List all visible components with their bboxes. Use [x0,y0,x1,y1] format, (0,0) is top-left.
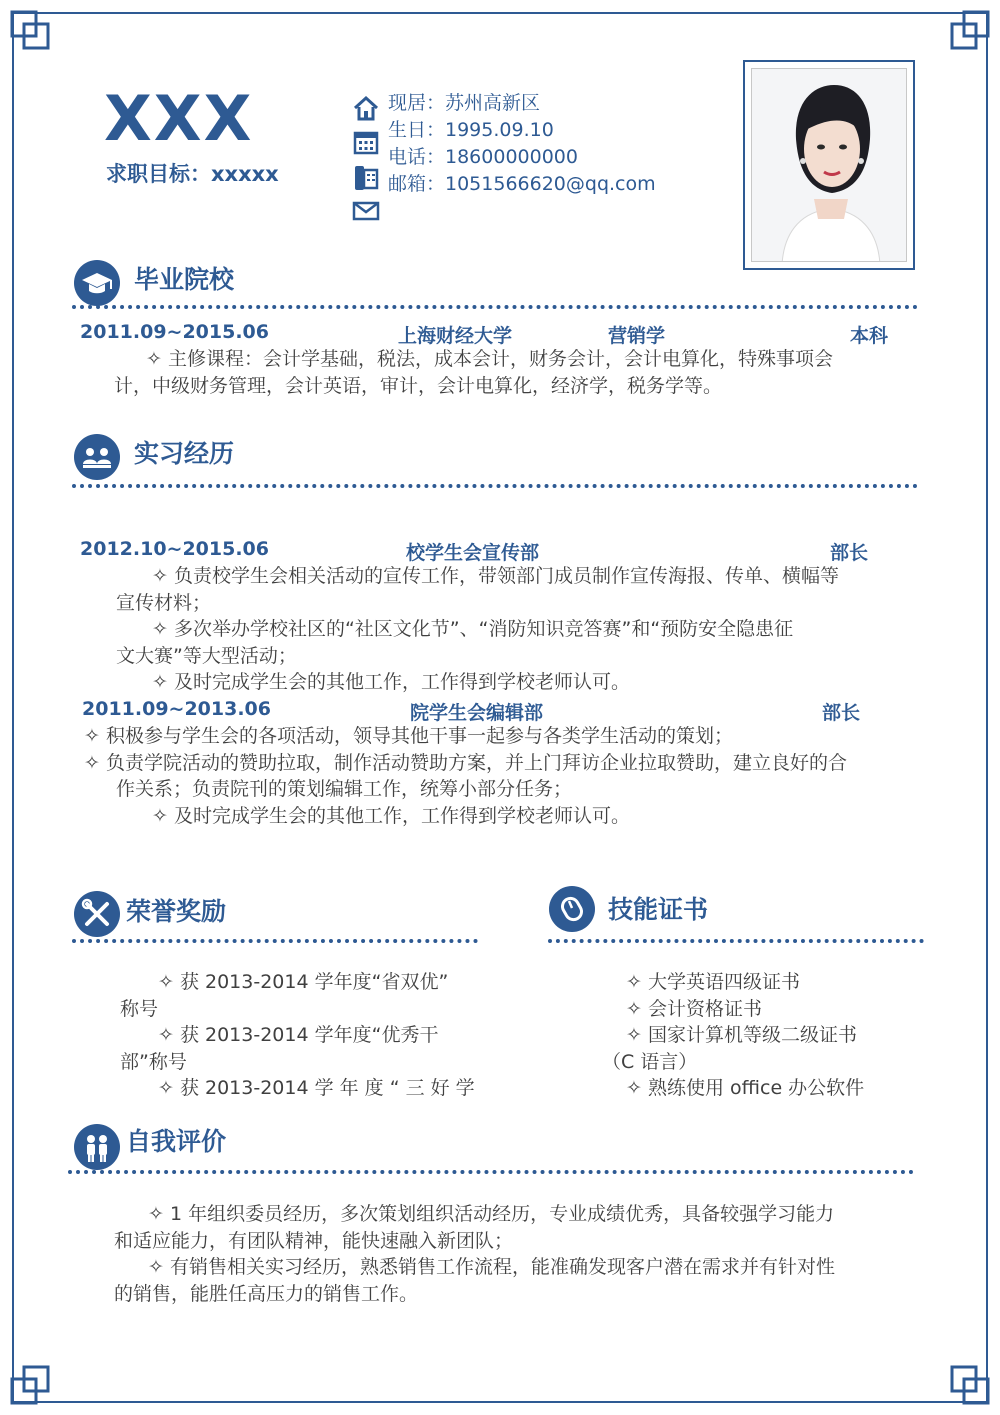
honors-title: 荣誉奖励 [126,897,227,926]
corner-ornament-bottom-left [8,1347,68,1407]
courses-line: 计，中级财务管理，会计英语，审计，会计电算化，经济学，税务学等。 [114,374,723,397]
job2-organization: 院学生会编辑部 [410,702,544,724]
job2-line: ✧ 负责学院活动的赞助拉取，制作活动赞助方案，并上门拜访企业拉取赞助，建立良好的合 [84,751,847,774]
birthday: 生日：1995.09.10 [388,119,554,141]
candidate-name: XXX [104,82,254,155]
job-target: 求职目标：xxxxx [106,162,279,186]
self-eval-line: 的销售，能胜任高压力的销售工作。 [114,1282,419,1305]
tools-icon [74,891,120,937]
job1-line: ✧ 负责校学生会相关活动的宣传工作，带领部门成员制作宣传海报、传单、横幅等 [152,565,839,587]
education-title: 毕业院校 [134,265,235,294]
job1-line: 宣传材料； [116,591,212,614]
education-school: 上海财经大学 [398,325,513,347]
corner-ornament-top-left [8,8,68,68]
phone-number: 电话：18600000000 [388,146,578,168]
skill-line: ✧ 大学英语四级证书 [626,971,800,993]
job2-line: ✧ 及时完成学生会的其他工作，工作得到学校老师认可。 [152,804,630,827]
job1-line: ✧ 及时完成学生会的其他工作，工作得到学校老师认可。 [152,671,630,693]
email-address: 邮箱：1051566620@qq.com [388,173,656,195]
skill-line: （C 语言） [602,1050,698,1073]
corner-ornament-top-right [932,8,992,68]
calendar-icon [352,128,380,156]
job2-line: 作关系；负责院刊的策划编辑工作，统筹小部分任务； [116,778,573,800]
phone-icon [352,162,380,194]
job1-role: 部长 [830,542,869,564]
people-meeting-icon [74,434,120,480]
honor-line: ✧ 获 2013-2014 学年度“优秀干 [158,1024,439,1046]
job2-line: ✧ 积极参与学生会的各项活动，领导其他干事一起参与各类学生活动的策划； [84,725,733,747]
people-icon [74,1124,120,1170]
graduation-cap-icon [74,260,120,306]
job2-details [84,723,914,829]
job1-period: 2012.10~2015.06 [80,538,269,560]
residence: 现居：苏州高新区 [388,92,541,114]
skills-title: 技能证书 [608,895,709,924]
self-eval-divider [68,1170,914,1174]
skill-line: ✧ 会计资格证书 [626,997,762,1020]
honors-list [120,969,500,1102]
honor-line: ✧ 获 2013-2014 学 年 度 “ 三 好 学 [158,1077,475,1099]
internship-divider [72,484,918,488]
mouse-icon [549,886,595,932]
skill-line: ✧ 熟练使用 office 办公软件 [626,1077,865,1099]
education-divider [72,305,918,309]
job1-line: 文大赛”等大型活动； [116,644,297,667]
education-major: 营销学 [608,325,666,347]
honor-line: ✧ 获 2013-2014 学年度“省双优” [158,971,449,993]
self-eval-line: ✧ 1 年组织委员经历，多次策划组织活动经历，专业成绩优秀，具备较强学习能力 [148,1203,835,1225]
education-degree: 本科 [850,325,889,347]
education-courses [114,346,914,399]
job2-period: 2011.09~2013.06 [82,698,271,720]
honor-line: 部”称号 [120,1050,187,1073]
home-icon [352,94,380,122]
skill-line: ✧ 国家计算机等级二级证书 [626,1024,857,1046]
internship-title: 实习经历 [134,439,235,468]
job1-line: ✧ 多次举办学校社区的“社区文化节”、“消防知识竞答赛”和“预防安全隐患征 [152,618,794,640]
profile-photo [751,68,907,262]
job1-organization: 校学生会宣传部 [406,542,540,564]
job2-role: 部长 [822,702,861,724]
skills-list [602,969,922,1102]
courses-line: ✧ 主修课程：会计学基础，税法，成本会计，财务会计，会计电算化，特殊事项会 [146,348,833,370]
self-eval-line: 和适应能力，有团队精神，能快速融入新团队； [114,1229,514,1252]
corner-ornament-bottom-right [932,1347,992,1407]
contact-icons [352,94,384,228]
self-eval-text [114,1201,914,1307]
contact-info [388,90,656,198]
job1-details [116,563,916,696]
profile-photo-frame [743,60,915,270]
self-eval-line: ✧ 有销售相关实习经历，熟悉销售工作流程，能准确发现客户潜在需求并有针对性 [148,1256,835,1278]
education-period: 2011.09~2015.06 [80,321,269,343]
mail-icon [352,200,380,222]
self-eval-title: 自我评价 [126,1127,227,1156]
honors-divider [72,939,478,943]
skills-divider [548,939,924,943]
honor-line: 称号 [120,997,159,1020]
